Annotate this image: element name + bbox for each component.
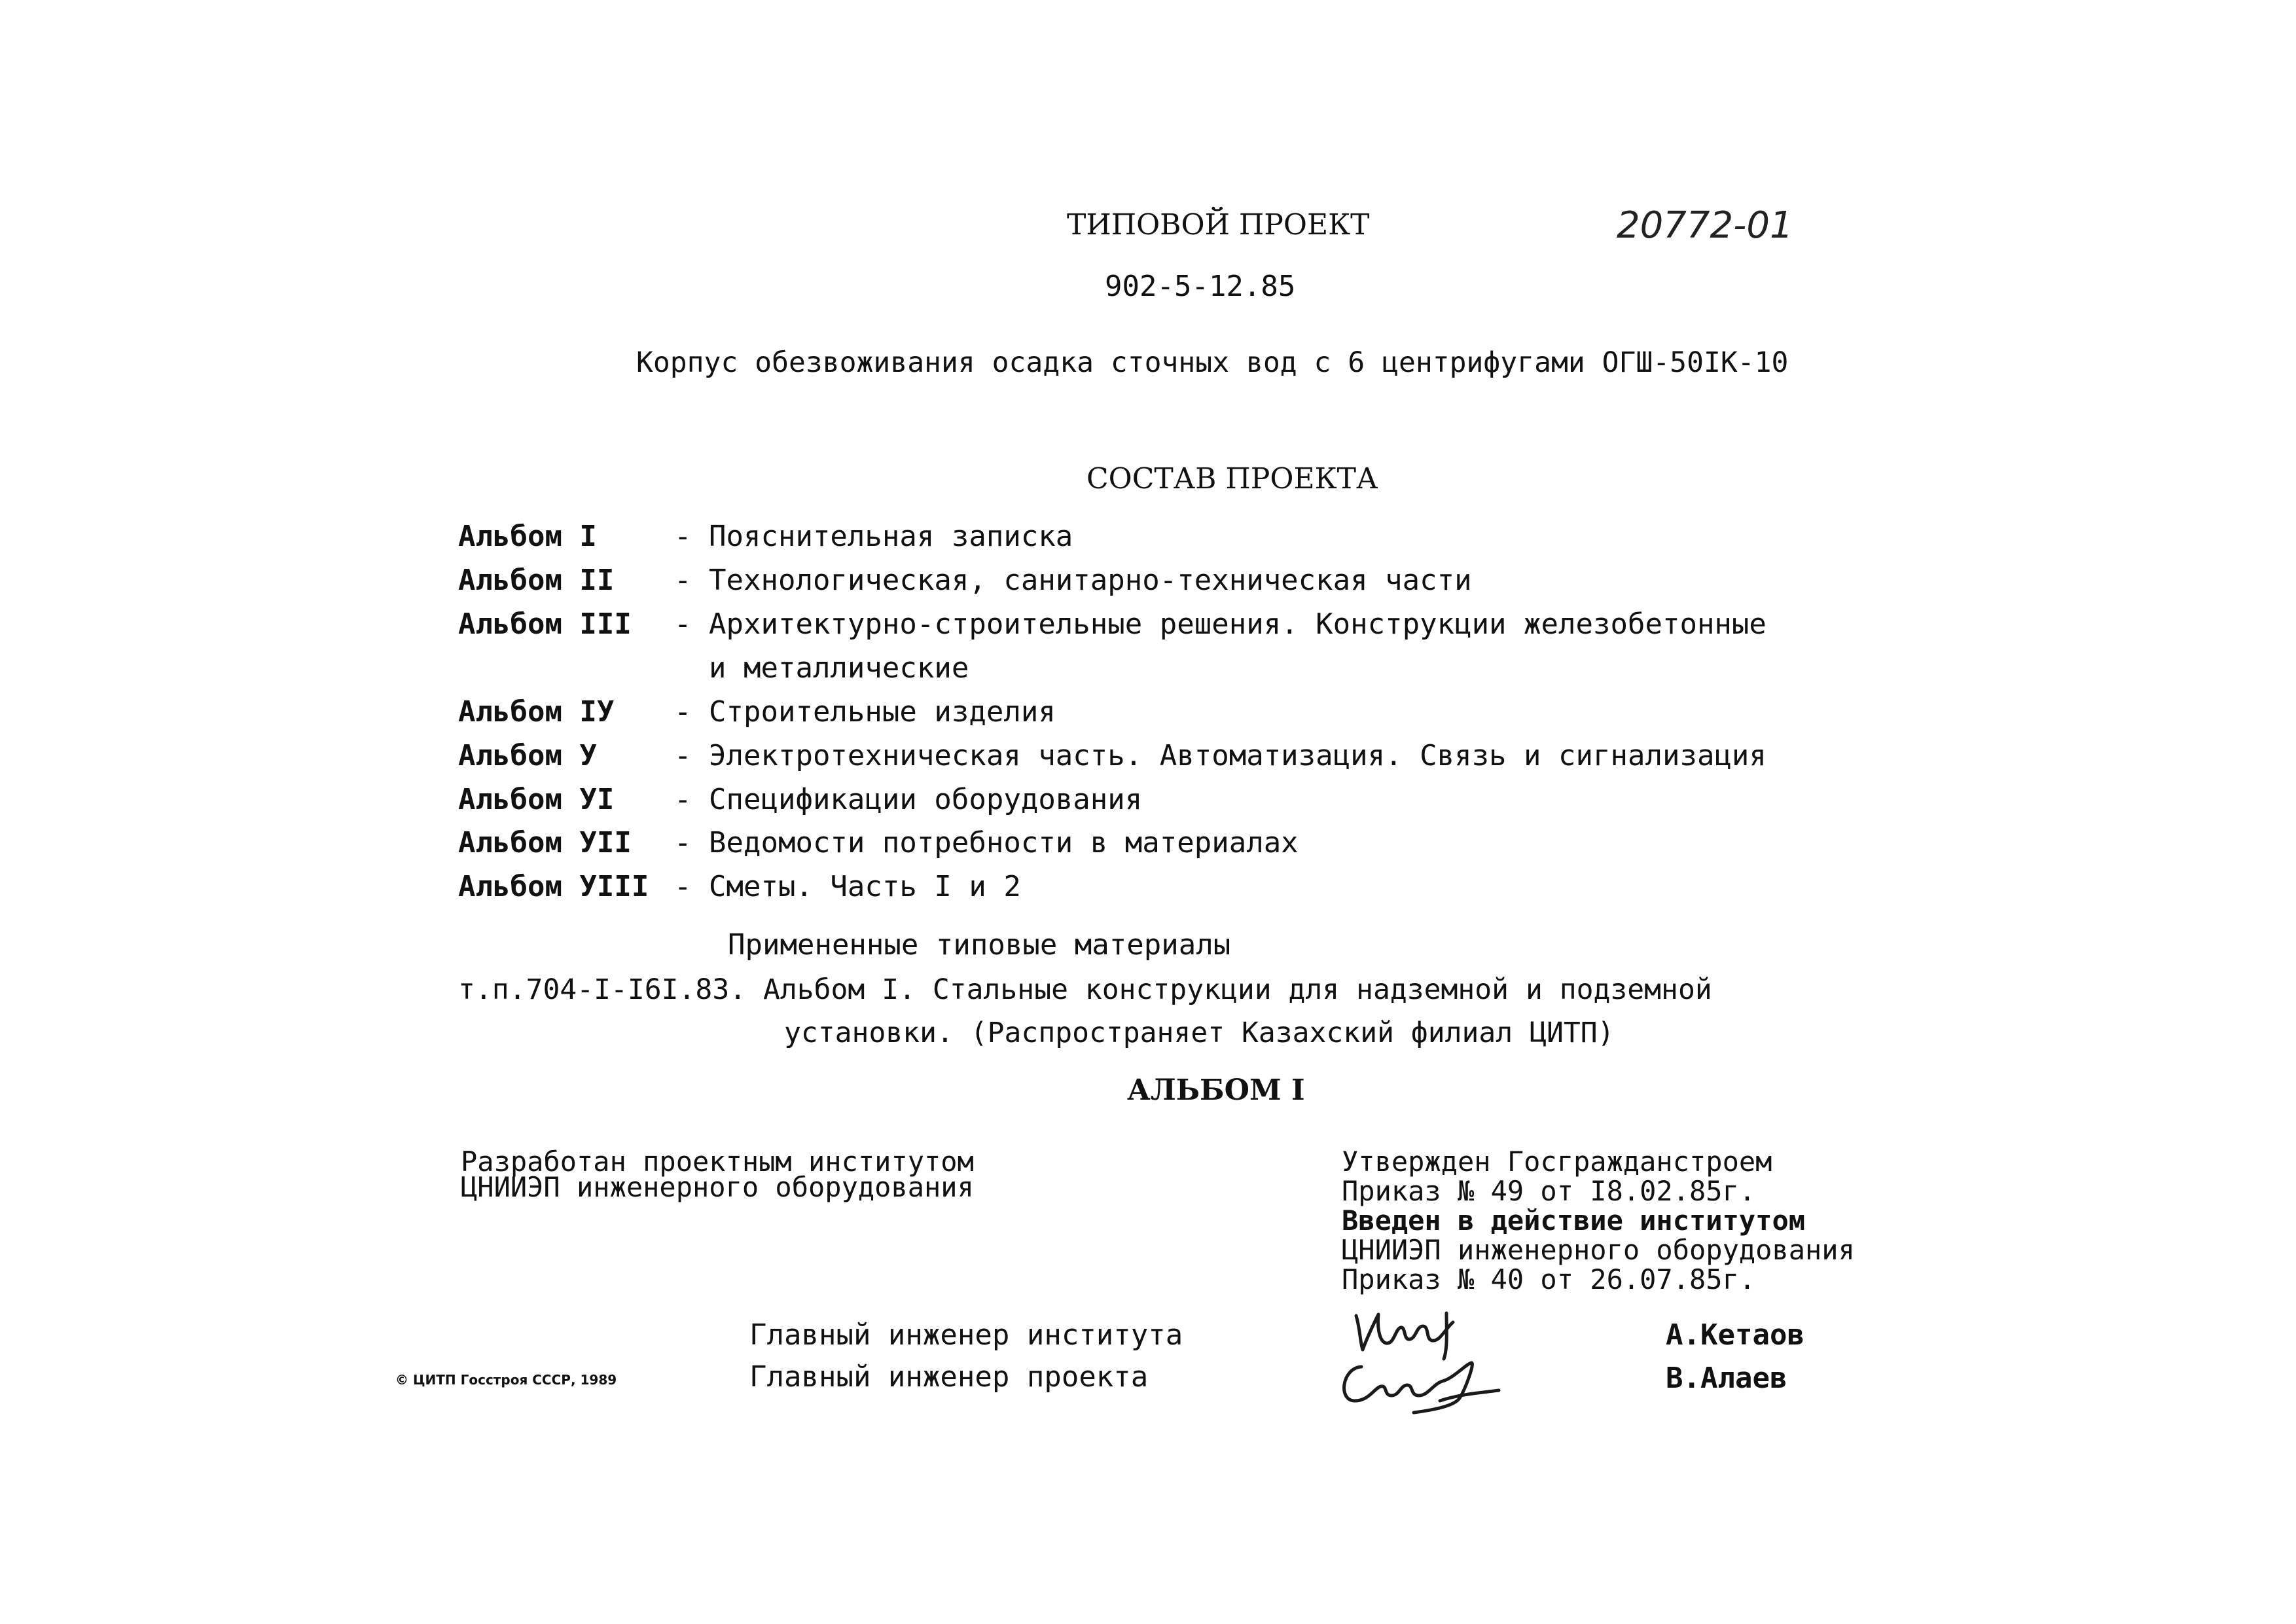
- approval-block: [1342, 1147, 1855, 1294]
- signatory-name: А.Кетаов: [1666, 1318, 1804, 1352]
- approval-line: Приказ № 40 от 26.07.85г.: [1342, 1263, 1756, 1295]
- dash: -: [674, 870, 692, 903]
- list-item: [458, 695, 1898, 729]
- developer-line: ЦНИИЭП инженерного оборудования: [461, 1171, 974, 1203]
- album-description: Спецификации оборудования: [709, 783, 1143, 816]
- signature-image: [1348, 1303, 1473, 1362]
- dash: -: [674, 520, 692, 553]
- handwritten-project-number: 20772-01: [1617, 204, 1793, 247]
- signature-role: Главный инженер проекта: [749, 1360, 1149, 1394]
- applied-materials-line: т.п.704-I-I6I.83. Альбом I. Стальные конструкции для надземной и подземной: [458, 973, 1712, 1006]
- album-label: Альбом УIII: [458, 870, 649, 903]
- album-label: Альбом У: [458, 739, 597, 772]
- approval-line: Приказ № 49 от I8.02.85г.: [1342, 1175, 1756, 1207]
- signature-image: [1335, 1355, 1505, 1414]
- project-title: Корпус обезвоживания осадка сточных вод с 6 центрифугами ОГШ-50IК-10: [636, 346, 1789, 379]
- list-item: [458, 607, 1898, 686]
- approval-line: Утвержден Госгражданстроем: [1342, 1146, 1772, 1178]
- copyright-notice: © ЦИТП Госстроя СССР, 1989: [395, 1372, 617, 1388]
- album-label: Альбом I: [458, 520, 597, 553]
- album-label: Альбом II: [458, 564, 615, 597]
- dash: -: [674, 607, 692, 641]
- album-label: Альбом УI: [458, 783, 615, 816]
- signature-role: Главный инженер института: [749, 1318, 1183, 1352]
- signatory-name: В.Алаев: [1666, 1362, 1787, 1395]
- album-label: Альбом III: [458, 607, 632, 641]
- album-description: Ведомости потребности в материалах: [709, 826, 1299, 859]
- dash: -: [674, 826, 692, 859]
- album-label: Альбом УII: [458, 826, 632, 859]
- album-label: Альбом IУ: [458, 695, 615, 729]
- dash: -: [674, 564, 692, 597]
- list-item: [458, 826, 1898, 860]
- developer-line: Разработан проектным институтом: [461, 1146, 974, 1178]
- applied-materials-line-continued: установки. (Распространяет Казахский филиал ЦИТП): [784, 1017, 1615, 1049]
- project-code: 902-5-12.85: [1105, 270, 1296, 303]
- approval-line: ЦНИИЭП инженерного оборудования: [1342, 1234, 1855, 1266]
- list-item: [458, 870, 1898, 904]
- applied-materials-heading: Примененные типовые материалы: [728, 928, 1231, 962]
- developer-block: [461, 1147, 974, 1202]
- list-item: [458, 739, 1898, 773]
- dash: -: [674, 783, 692, 816]
- composition-heading: СОСТАВ ПРОЕКТА: [1086, 462, 1378, 496]
- album-description: Строительные изделия: [709, 695, 1056, 729]
- album-description: Технологическая, санитарно-техническая части: [709, 564, 1472, 597]
- dash: -: [674, 695, 692, 729]
- album-description: Пояснительная записка: [709, 520, 1073, 553]
- approval-line: Введен в действие институтом: [1342, 1204, 1806, 1236]
- project-type-label: ТИПОВОЙ ПРОЕКТ: [1067, 208, 1370, 242]
- album-description-continued: и металлические: [709, 651, 969, 685]
- album-description: Архитектурно-строительные решения. Конструкции железобетонные: [709, 607, 1767, 641]
- album-label-heading: АЛЬБОМ I: [1127, 1074, 1305, 1107]
- list-item: [458, 783, 1898, 817]
- list-item: [458, 564, 1898, 598]
- list-item: [458, 520, 1898, 554]
- dash: -: [674, 739, 692, 772]
- album-description: Сметы. Часть I и 2: [709, 870, 1021, 903]
- album-description: Электротехническая часть. Автоматизация. Связь и сигнализация: [709, 739, 1767, 772]
